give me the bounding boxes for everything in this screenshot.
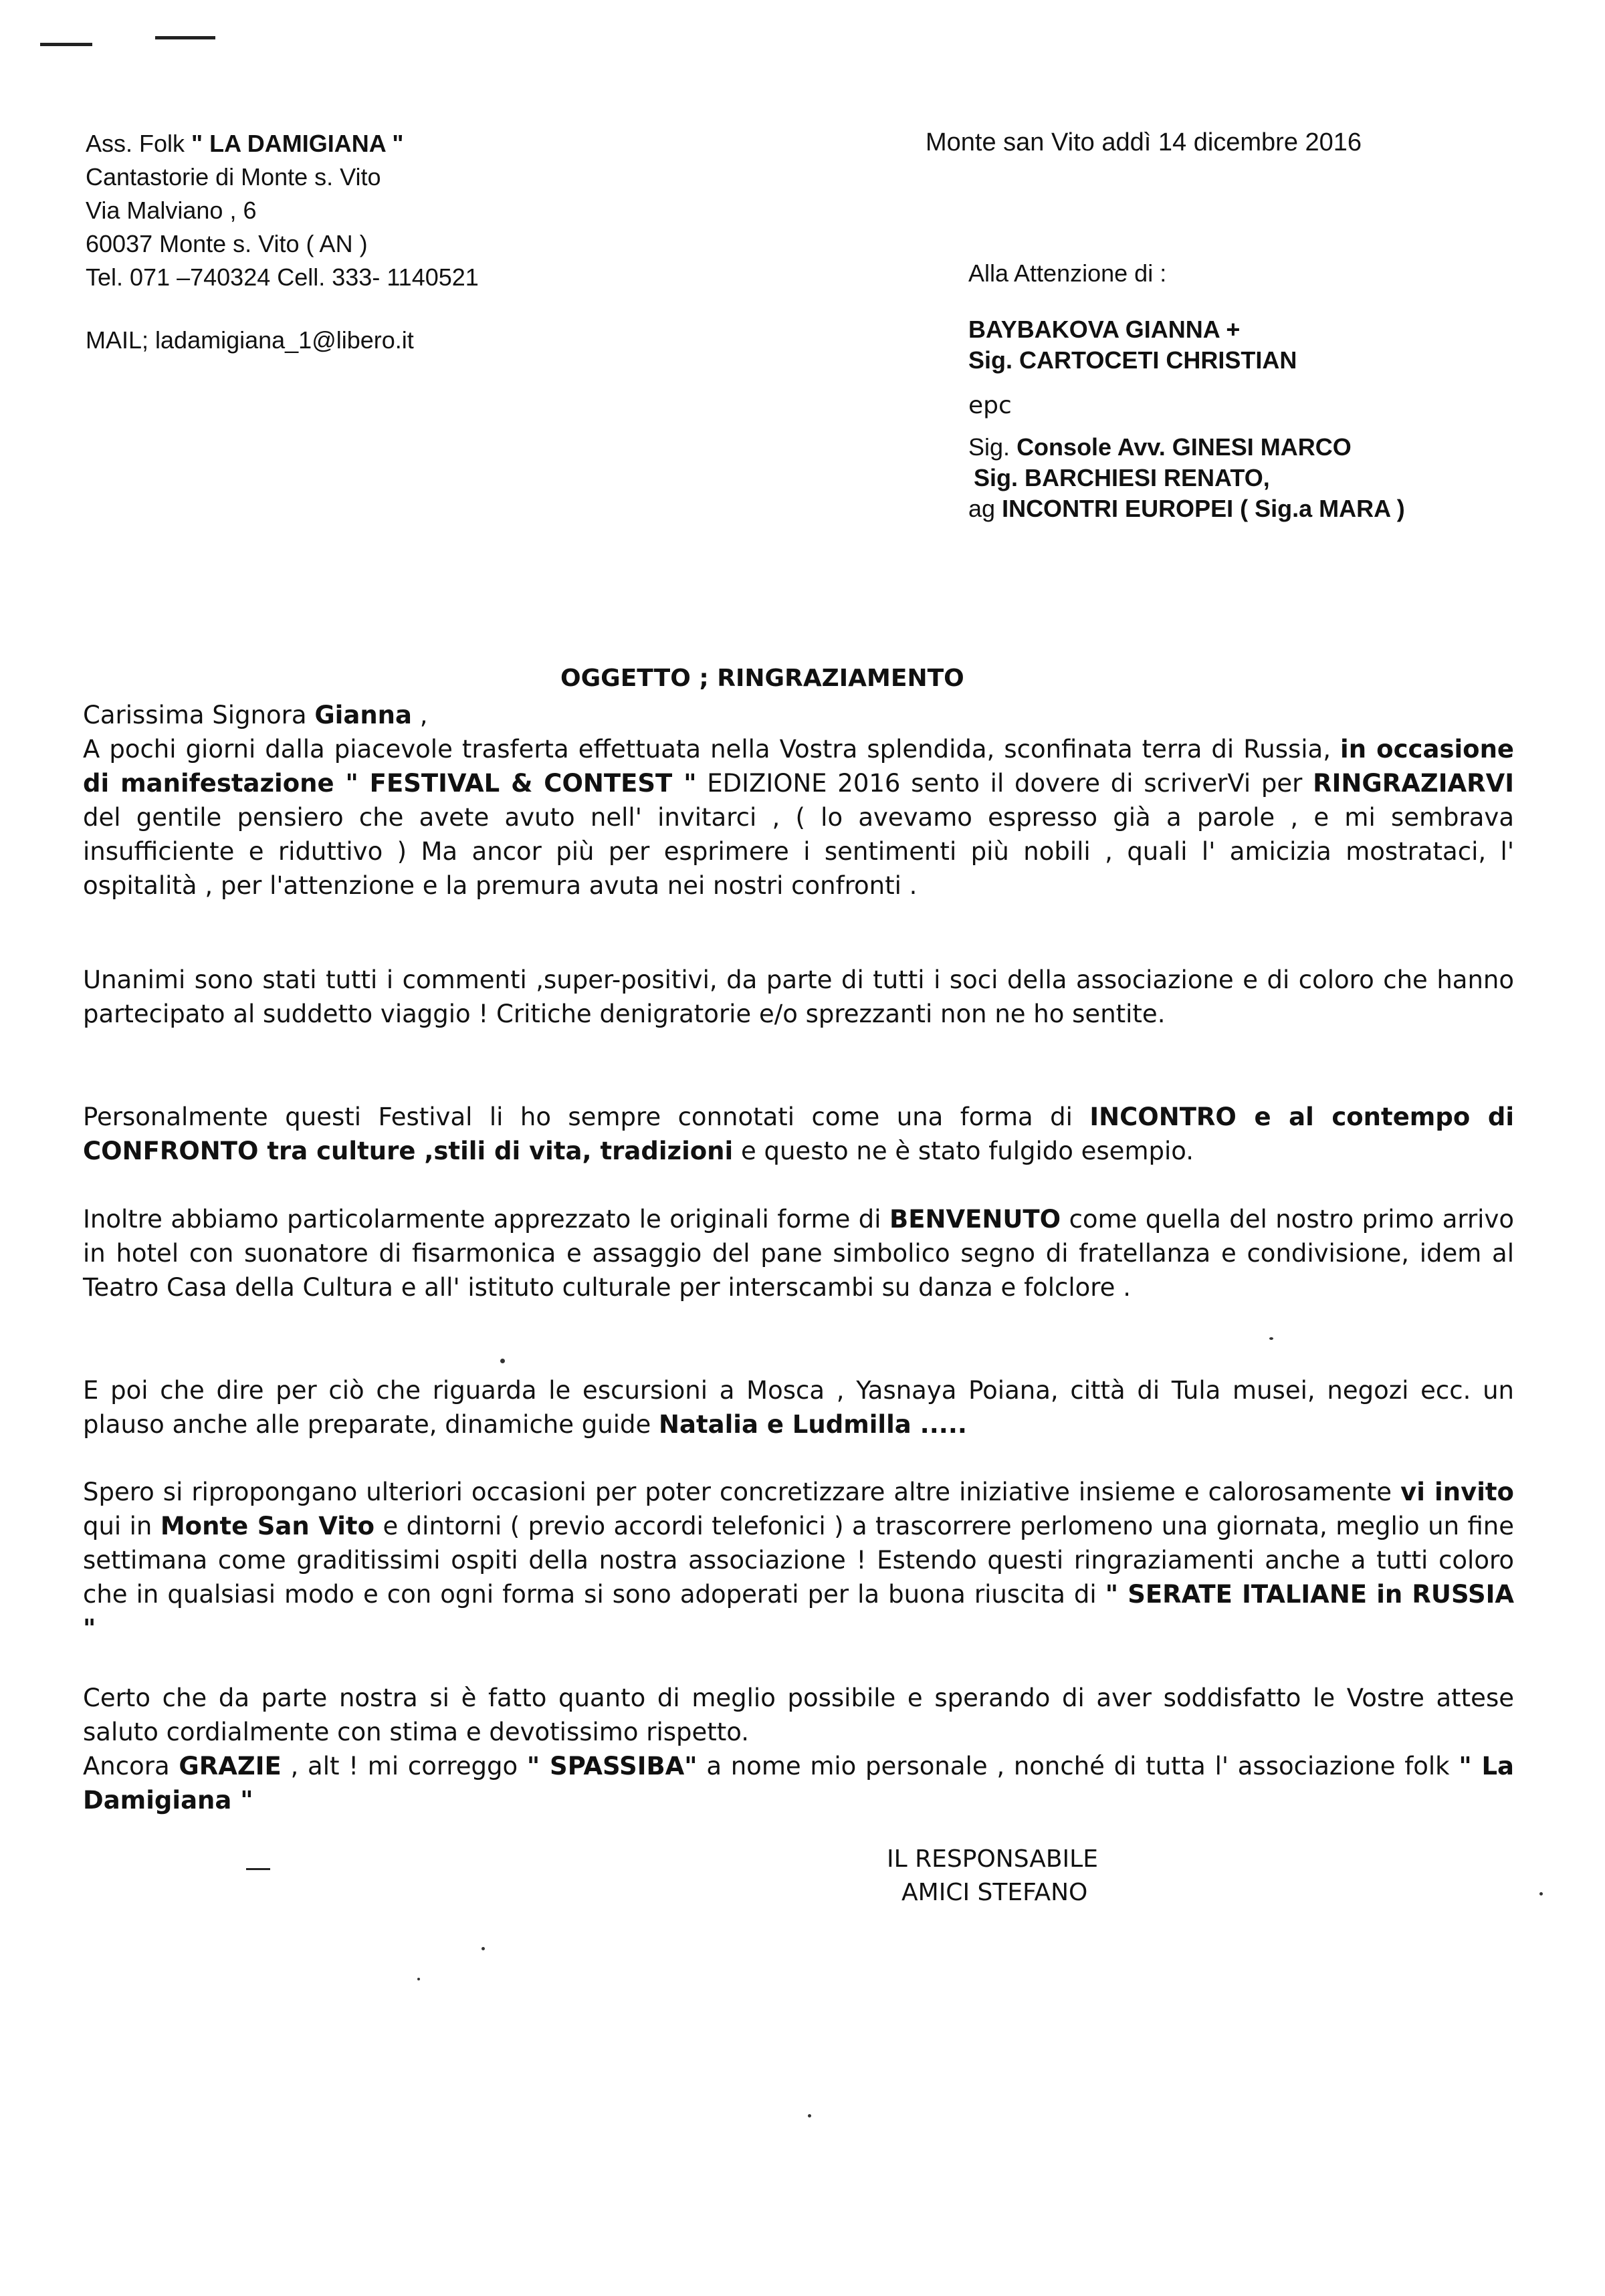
sender-block	[86, 127, 479, 357]
scan-speck	[808, 2114, 811, 2117]
scan-speck	[417, 1978, 420, 1980]
signature-role: IL RESPONSABILE	[887, 1845, 1098, 1873]
letter-subject: OGGETTO ; RINGRAZIAMENTO	[560, 665, 964, 692]
paragraph-2: Unanimi sono stati tutti i commenti ,super-positivi, da parte di tutti i soci della associazione e di coloro che hanno partecipato al suddetto viaggio ! Critiche denigratorie e/o sprezzanti non ne ho sentite.	[83, 965, 1514, 1028]
scan-speck	[481, 1947, 485, 1950]
sender-association-name: " LA DAMIGIANA "	[191, 130, 404, 157]
scan-speck	[1539, 1892, 1543, 1896]
letter-date: Monte san Vito addì 14 dicembre 2016	[926, 128, 1362, 156]
paragraph-1: A pochi giorni dalla piacevole trasferta effettuata nella Vostra splendida, sconfinata terra di Russia, in occasione di manifestazione " FESTIVAL & CONTEST " EDIZIONE 2016 sento il dovere di scriverVi per RINGRAZIARVI del gentile pensiero che avete avuto nell' invitarci , ( lo avevamo espresso già a parole , e mi sembrava insufficiente e riduttivo ) Ma ancor più per esprimere i sentimenti più nobili , quali l' amicizia mostrataci, l' ospitalità , per l'attenzione e la premura avuta nei nostri confronti .	[83, 735, 1514, 900]
recipient-2: Sig. CARTOCETI CHRISTIAN	[968, 346, 1297, 374]
signature-name: AMICI STEFANO	[901, 1879, 1088, 1906]
sender-association	[86, 127, 479, 160]
paragraph-6: Spero si ripropongano ulteriori occasioni per poter concretizzare altre iniziative insieme e calorosamente vi invito qui in Monte San Vito e dintorni ( previo accordi telefonici ) a trascorrere perlomeno una giornata, meglio un fine settimana come graditissimi ospiti della nostra associazione ! Estendo questi ringraziamenti anche a tutti coloro che in qualsiasi modo e con ogni forma si sono adoperati per la buona riuscita di " SERATE ITALIANE in RUSSIA "	[83, 1478, 1514, 1643]
cc-3: ag INCONTRI EUROPEI ( Sig.a MARA )	[968, 495, 1405, 522]
scan-mark-bottom	[246, 1868, 270, 1870]
cc-2: Sig. BARCHIESI RENATO,	[974, 464, 1270, 491]
salutation: Carissima Signora Gianna ,	[83, 701, 428, 729]
sender-email: MAIL; ladamigiana_1@libero.it	[86, 326, 414, 354]
paragraph-3: Personalmente questi Festival li ho sempre connotati come una forma di INCONTRO e al contempo di CONFRONTO tra culture ,stili di vita, tradizioni e questo ne è stato fulgido esempio.	[83, 1103, 1514, 1165]
scan-speck	[500, 1359, 505, 1363]
salutation-name: Gianna	[314, 701, 412, 729]
sender-association-prefix: Ass. Folk	[86, 130, 185, 157]
cc-1: Sig. Console Avv. GINESI MARCO	[968, 433, 1352, 461]
recipient-1: BAYBAKOVA GIANNA +	[968, 316, 1241, 343]
paragraph-4: Inoltre abbiamo particolarmente apprezzato le originali forme di BENVENUTO come quella del nostro primo arrivo in hotel con suonatore di fisarmonica e assaggio del pane simbolico segno di fratellanza e condivisione, idem al Teatro Casa della Cultura e all' istituto culturale per interscambi su danza e folclore .	[83, 1205, 1514, 1302]
sender-phone: Tel. 071 –740324 Cell. 333- 1140521	[86, 263, 479, 291]
sender-line2: Cantastorie di Monte s. Vito	[86, 163, 381, 191]
paragraph-5: E poi che dire per ciò che riguarda le escursioni a Mosca , Yasnaya Poiana, città di Tula musei, negozi ecc. un plauso anche alle preparate, dinamiche guide Natalia e Ludmilla .....	[83, 1376, 1514, 1439]
signature-block	[887, 1843, 1098, 1910]
attention-label: Alla Attenzione di :	[968, 259, 1167, 287]
scan-mark-left	[40, 43, 92, 46]
recipients-block	[968, 258, 1405, 524]
epc-label: epc	[968, 392, 1012, 419]
paragraph-7: Certo che da parte nostra si è fatto quanto di meglio possibile e sperando di aver soddisfatto le Vostre attese saluto cordialmente con stima e devotissimo rispetto. Ancora GRAZIE , alt ! mi correggo " SPASSIBA" a nome mio personale , nonché di tutta l' associazione folk " La Damigiana "	[83, 1684, 1515, 1815]
sender-city: 60037 Monte s. Vito ( AN )	[86, 230, 368, 257]
scan-speck	[1269, 1337, 1273, 1340]
sender-address: Via Malviano , 6	[86, 197, 257, 224]
scan-mark-right	[155, 36, 215, 39]
